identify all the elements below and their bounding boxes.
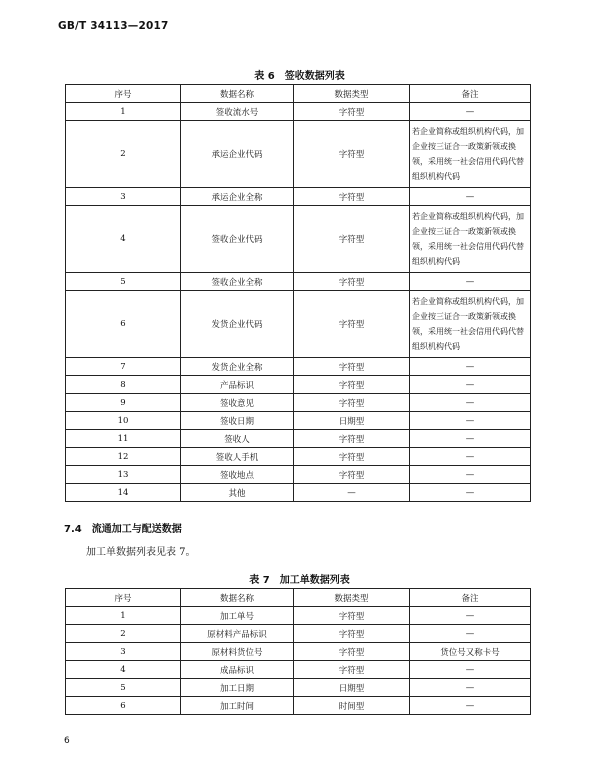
page-number: 6 <box>64 736 70 746</box>
table7-header-row <box>66 589 531 607</box>
column-header: 数据名称 <box>181 589 294 607</box>
column-header: 备注 <box>410 85 531 103</box>
data-type-cell: 字符型 <box>294 121 410 188</box>
table-row <box>66 206 531 273</box>
remark-cell: — <box>410 273 531 291</box>
column-header: 数据类型 <box>294 85 410 103</box>
section-title: 流通加工与配送数据 <box>91 524 182 535</box>
section-body-text: 加工单数据列表见表 7。 <box>86 547 196 558</box>
row-number-cell: 5 <box>66 679 181 697</box>
data-name-cell: 产品标识 <box>181 376 294 394</box>
data-type-cell: 字符型 <box>294 188 410 206</box>
remark-cell: — <box>410 697 531 715</box>
remark-cell: — <box>410 188 531 206</box>
remark-cell: — <box>410 430 531 448</box>
data-name-cell: 签收人 <box>181 430 294 448</box>
data-name-cell: 成品标识 <box>181 661 294 679</box>
table-row <box>66 376 531 394</box>
data-type-cell: 字符型 <box>294 291 410 358</box>
row-number-cell: 12 <box>66 448 181 466</box>
remark-cell: — <box>410 412 531 430</box>
remark-cell: — <box>410 358 531 376</box>
data-type-cell: 字符型 <box>294 448 410 466</box>
data-type-cell: 日期型 <box>294 679 410 697</box>
row-number-cell: 2 <box>66 625 181 643</box>
table-row <box>66 607 531 625</box>
column-header: 序号 <box>66 85 181 103</box>
remark-cell: — <box>410 484 531 502</box>
remark-cell: — <box>410 376 531 394</box>
remark-cell: 若企业简称或组织机构代码，加企业按三证合一政策新领或换领，采用统一社会信用代码代替组织机构代码 <box>410 121 531 188</box>
column-header: 数据类型 <box>294 589 410 607</box>
data-type-cell: 字符型 <box>294 466 410 484</box>
data-name-cell: 发货企业代码 <box>181 291 294 358</box>
data-type-cell: 字符型 <box>294 394 410 412</box>
remark-cell: — <box>410 661 531 679</box>
table-row <box>66 358 531 376</box>
row-number-cell: 7 <box>66 358 181 376</box>
data-name-cell: 签收地点 <box>181 466 294 484</box>
row-number-cell: 2 <box>66 121 181 188</box>
data-name-cell: 签收企业代码 <box>181 206 294 273</box>
data-type-cell: 字符型 <box>294 103 410 121</box>
table-row <box>66 188 531 206</box>
table-row <box>66 430 531 448</box>
data-type-cell: 字符型 <box>294 643 410 661</box>
data-name-cell: 原材料产品标识 <box>181 625 294 643</box>
table-row <box>66 448 531 466</box>
table6-header-row <box>66 85 531 103</box>
data-type-cell: 字符型 <box>294 358 410 376</box>
table7-caption: 表 7 加工单数据列表 <box>249 575 350 586</box>
row-number-cell: 3 <box>66 643 181 661</box>
table-row <box>66 121 531 188</box>
remark-cell: — <box>410 466 531 484</box>
standard-code-header: GB/T 34113—2017 <box>58 20 169 32</box>
row-number-cell: 4 <box>66 206 181 273</box>
data-type-cell: 字符型 <box>294 607 410 625</box>
table-row <box>66 679 531 697</box>
column-header: 序号 <box>66 589 181 607</box>
row-number-cell: 8 <box>66 376 181 394</box>
table-row <box>66 394 531 412</box>
data-name-cell: 承运企业全称 <box>181 188 294 206</box>
remark-cell: — <box>410 607 531 625</box>
table-row <box>66 484 531 502</box>
remark-cell: — <box>410 679 531 697</box>
row-number-cell: 1 <box>66 103 181 121</box>
table7-processing-order-data <box>65 588 531 715</box>
row-number-cell: 3 <box>66 188 181 206</box>
row-number-cell: 13 <box>66 466 181 484</box>
data-name-cell: 签收日期 <box>181 412 294 430</box>
data-name-cell: 承运企业代码 <box>181 121 294 188</box>
row-number-cell: 4 <box>66 661 181 679</box>
row-number-cell: 1 <box>66 607 181 625</box>
data-name-cell: 签收企业全称 <box>181 273 294 291</box>
row-number-cell: 11 <box>66 430 181 448</box>
remark-cell: 若企业简称或组织机构代码，加企业按三证合一政策新领或换领，采用统一社会信用代码代替组织机构代码 <box>410 206 531 273</box>
data-name-cell: 签收人手机 <box>181 448 294 466</box>
table-row <box>66 661 531 679</box>
data-name-cell: 发货企业全称 <box>181 358 294 376</box>
row-number-cell: 14 <box>66 484 181 502</box>
table-row <box>66 291 531 358</box>
remark-cell: 货位号又称卡号 <box>410 643 531 661</box>
data-type-cell: 字符型 <box>294 273 410 291</box>
data-type-cell: 字符型 <box>294 376 410 394</box>
column-header: 备注 <box>410 589 531 607</box>
data-type-cell: — <box>294 484 410 502</box>
table6-sign-off-data <box>65 84 531 502</box>
row-number-cell: 10 <box>66 412 181 430</box>
remark-cell: — <box>410 625 531 643</box>
data-type-cell: 字符型 <box>294 430 410 448</box>
table-row <box>66 103 531 121</box>
row-number-cell: 6 <box>66 697 181 715</box>
section-heading <box>64 520 182 535</box>
row-number-cell: 6 <box>66 291 181 358</box>
data-name-cell: 原材料货位号 <box>181 643 294 661</box>
row-number-cell: 9 <box>66 394 181 412</box>
section-number: 7.4 <box>64 524 82 535</box>
table-row <box>66 625 531 643</box>
table-row <box>66 466 531 484</box>
column-header: 数据名称 <box>181 85 294 103</box>
data-type-cell: 字符型 <box>294 625 410 643</box>
table-row <box>66 412 531 430</box>
data-name-cell: 其他 <box>181 484 294 502</box>
data-name-cell: 加工时间 <box>181 697 294 715</box>
remark-cell: — <box>410 394 531 412</box>
data-type-cell: 字符型 <box>294 661 410 679</box>
table-row <box>66 643 531 661</box>
data-type-cell: 日期型 <box>294 412 410 430</box>
remark-cell: 若企业简称或组织机构代码，加企业按三证合一政策新领或换领，采用统一社会信用代码代替组织机构代码 <box>410 291 531 358</box>
data-type-cell: 时间型 <box>294 697 410 715</box>
table-row <box>66 697 531 715</box>
data-name-cell: 加工日期 <box>181 679 294 697</box>
table-row <box>66 273 531 291</box>
remark-cell: — <box>410 448 531 466</box>
data-type-cell: 字符型 <box>294 206 410 273</box>
row-number-cell: 5 <box>66 273 181 291</box>
remark-cell: — <box>410 103 531 121</box>
table6-caption: 表 6 签收数据列表 <box>254 71 345 82</box>
data-name-cell: 签收意见 <box>181 394 294 412</box>
data-name-cell: 加工单号 <box>181 607 294 625</box>
data-name-cell: 签收流水号 <box>181 103 294 121</box>
